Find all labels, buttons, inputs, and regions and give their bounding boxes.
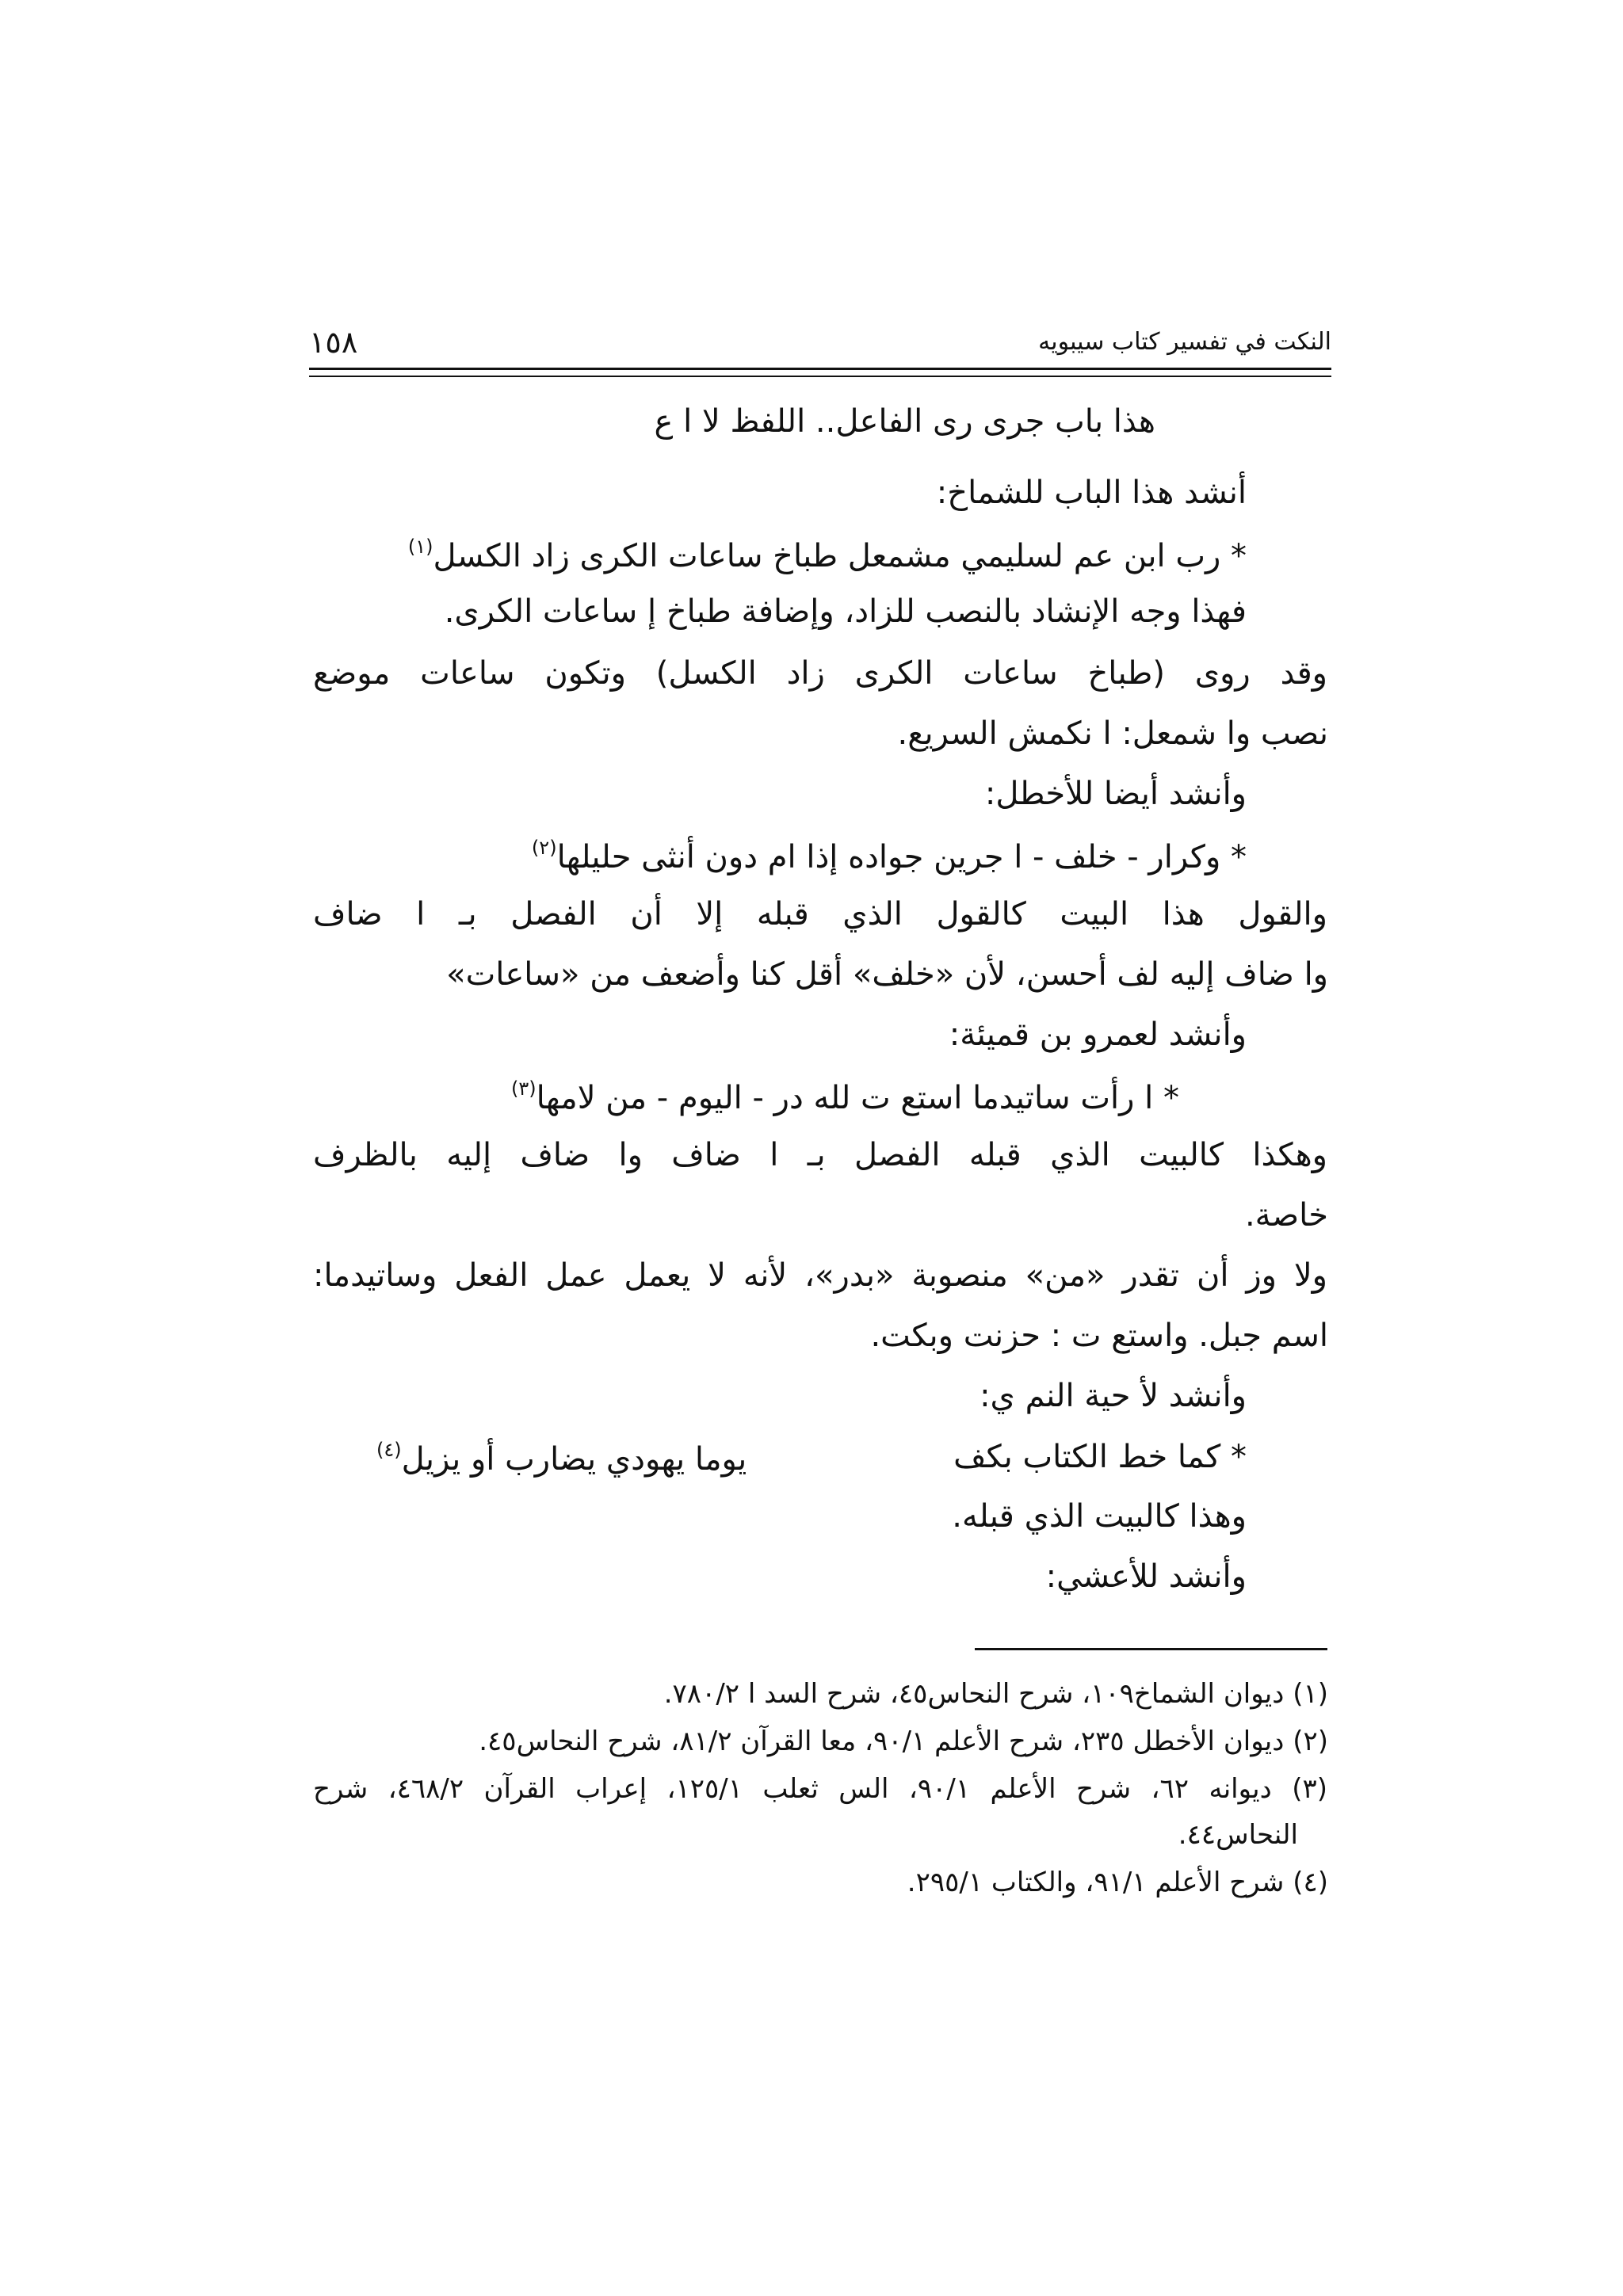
body-line: وأنشد لأ حية النم ي: xyxy=(980,1378,1247,1414)
verse-line: * رب ابن عم لسليمي مشمعل طباخ ساعات الكرى زاد الكسل$^{(١)}$ xyxy=(407,536,1247,574)
footnote-separator xyxy=(975,1648,1327,1650)
body-line: اسم جبل. واستع ت : حزنت وبكت. xyxy=(870,1318,1328,1354)
body-line: وهذا كالبيت الذي قبله. xyxy=(952,1498,1247,1535)
running-title: النكت في تفسير كتاب سيبويه xyxy=(1038,328,1331,356)
verse-first-hemistich: * كما خط الكتاب بكف xyxy=(953,1439,1247,1475)
footnote: (١) ديوان الشماخ١٠٩، شرح النحاس٤٥، شرح السد ا ٧٨٠/٢. xyxy=(663,1678,1328,1710)
body-line: خاصة. xyxy=(1244,1197,1328,1234)
page-number: ١٥٨ xyxy=(309,325,358,360)
verse-line: * وكرار - خلف - ا جرين جواده إذا ام دون أنثى حليلها$^{(٢)}$ xyxy=(531,837,1247,875)
footnote-ref: (٤) xyxy=(376,1439,402,1461)
body-line: وقد روى (طباخ ساعات الكرى زاد الكسل) وتكون ساعات موضع xyxy=(313,655,1327,692)
body-line: وأنشد للأعشي: xyxy=(1045,1558,1247,1595)
body-line: نصب وا شمعل: ا نكمش السريع. xyxy=(897,715,1328,752)
verse-second-hemistich: يوما يهودي يضارب أو يزيل$^{(٤)}$ xyxy=(376,1439,747,1478)
footnote-ref: (٣) xyxy=(511,1077,537,1100)
footnote-ref: (٢) xyxy=(531,837,557,859)
footnote-ref: (١) xyxy=(407,536,433,558)
body-line: وا ضاف إليه لف أحسن، لأن «خلف» أقل كنا وأضعف من «ساعات» xyxy=(446,956,1328,993)
footnote-continuation: النحاس٤٤. xyxy=(1178,1819,1298,1851)
verse-line: * ا رأت ساتيدما استع ت لله در - اليوم - من لامها$^{(٣)}$ xyxy=(511,1077,1179,1116)
header-rule-thick xyxy=(309,368,1331,370)
body-line: ولا وز أن تقدر «من» منصوبة «بدر»، لأنه لا يعمل عمل الفعل وساتيدما: xyxy=(313,1257,1327,1294)
body-line: وأنشد أيضا للأخطل: xyxy=(984,776,1247,812)
footnote: (٣) ديوانه ٦٢، شرح الأعلم ٩٠/١، الس ثعلب ١٢٥/١، إعراب القرآن ٤٦٨/٢، شرح xyxy=(313,1773,1327,1805)
body-line: فهذا وجه الإنشاد بالنصب للزاد، وإضافة طباخ إ ساعات الكرى. xyxy=(444,593,1247,630)
body-line: وهكذا كالبيت الذي قبله الفصل بـ ا ضاف وا ضاف إليه بالظرف xyxy=(313,1137,1327,1173)
body-line: والقول هذا البيت كالقول الذي قبله إلا أن الفصل بـ ا ضاف xyxy=(313,896,1327,933)
footnote: (٤) شرح الأعلم ٩١/١، والكتاب ٢٩٥/١. xyxy=(907,1867,1328,1898)
page-header xyxy=(309,325,1331,363)
header-rule-thin xyxy=(309,376,1331,377)
body-line: أنشد هذا الباب للشماخ: xyxy=(936,475,1247,511)
body-line: وأنشد لعمرو بن قميئة: xyxy=(949,1016,1247,1053)
chapter-title: هذا باب جرى رى الفاعل.. اللفظ لا ا ع xyxy=(654,403,1155,440)
footnote: (٢) ديوان الأخطل ٢٣٥، شرح الأعلم ٩٠/١، معا القرآن ٨١/٢، شرح النحاس٤٥. xyxy=(479,1726,1328,1757)
